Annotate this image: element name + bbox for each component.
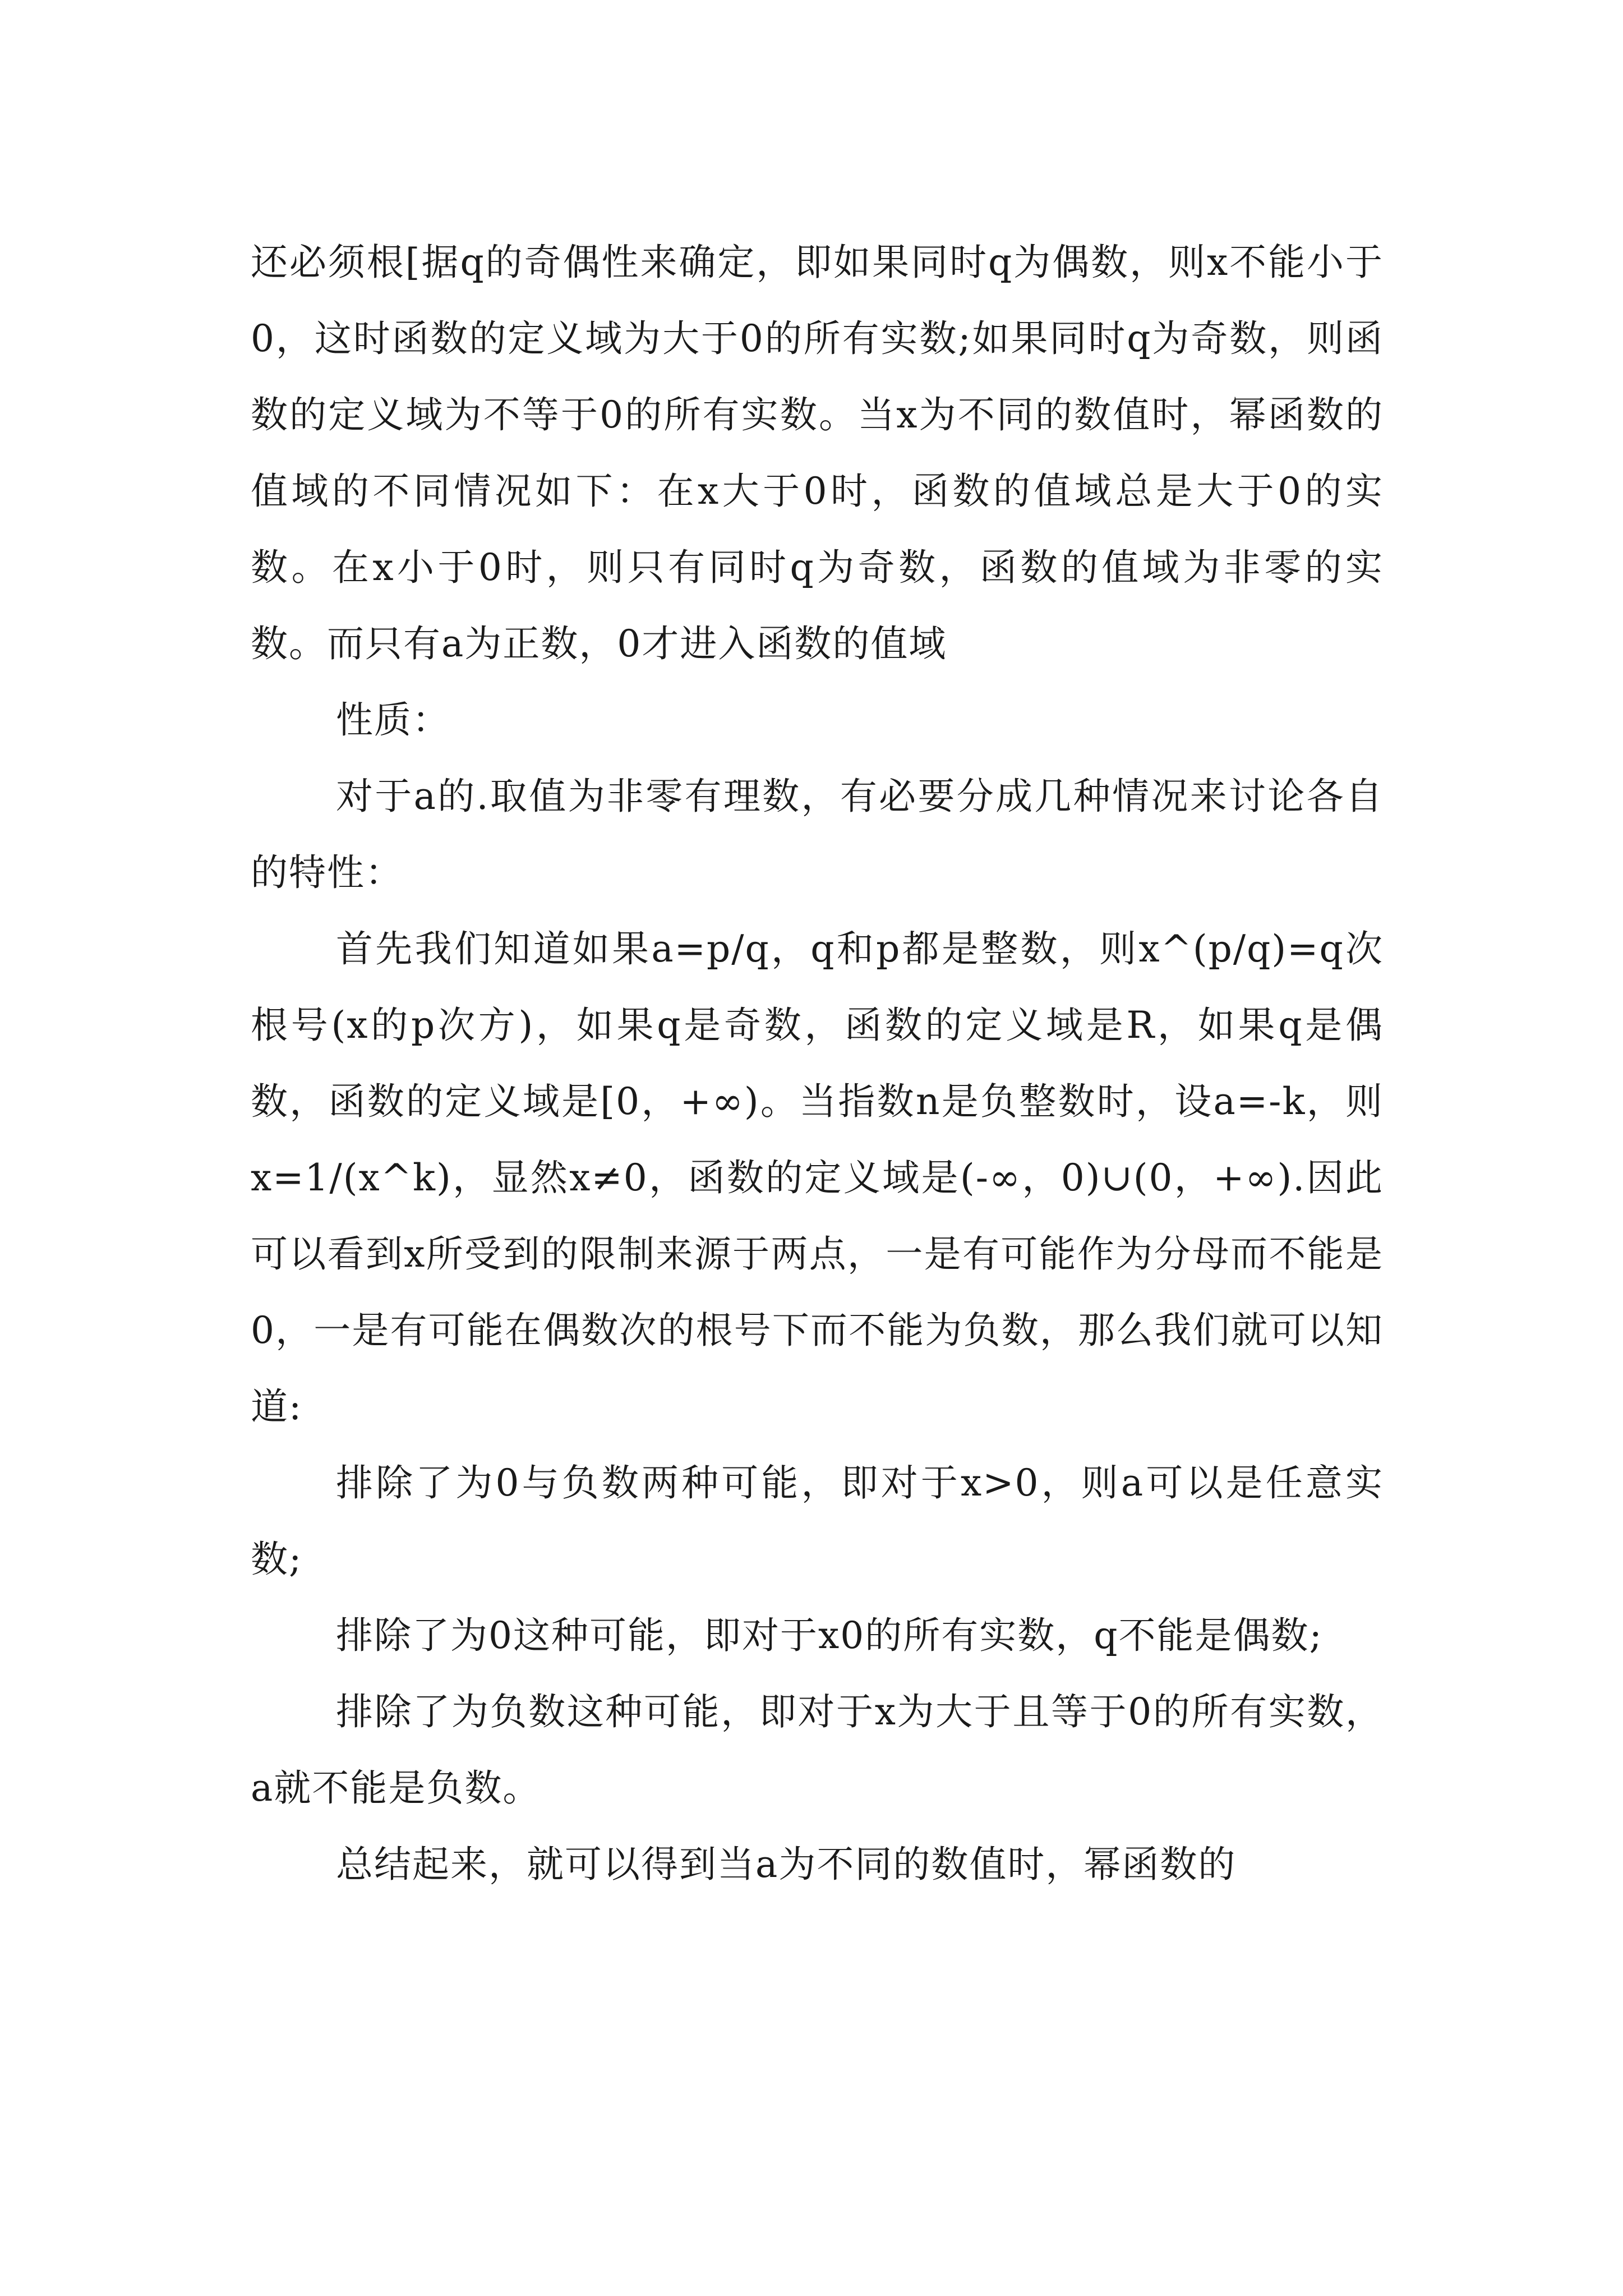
paragraph-case-nonnegative-x: 排除了为负数这种可能，即对于x为大于且等于0的所有实数，a就不能是负数。	[251, 1690, 1384, 1810]
paragraph-case-nonzero-x: 排除了为0这种可能，即对于x0的所有实数，q不能是偶数;	[336, 1614, 1323, 1657]
paragraph-cases-intro: 对于a的.取值为非零有理数，有必要分成几种情况来讨论各自的特性：	[251, 775, 1384, 894]
paragraph-case-positive-x: 排除了为0与负数两种可能，即对于x>0，则a可以是任意实数;	[251, 1461, 1384, 1581]
paragraph-properties-heading: 性质：	[336, 698, 450, 742]
document-body	[251, 224, 1384, 1903]
paragraph-summary: 总结起来，就可以得到当a为不同的数值时，幂函数的	[336, 1843, 1237, 1886]
paragraph-rational-exponent: 首先我们知道如果a=p/q，q和p都是整数，则x^(p/q)=q次根号(x的p次方)，如果q是奇数，函数的定义域是R，如果q是偶数，函数的定义域是[0，+∞)。当指数n是负整数时，设a=-k，则x=1/(x^k)，显然x≠0，函数的定义域是(-∞，0)∪(0，+∞).因此可以看到x所受到的限制来源于两点，一是有可能作为分母而不能是0，一是有可能在偶数次的根号下而不能为负数，那么我们就可以知道:	[251, 927, 1384, 1428]
paragraph-domain-range: 还必须根[据q的奇偶性来确定，即如果同时q为偶数，则x不能小于0，这时函数的定义域为大于0的所有实数;如果同时q为奇数，则函数的定义域为不等于0的所有实数。当x为不同的数值时，幂函数的值域的不同情况如下：在x大于0时，函数的值域总是大于0的实数。在x小于0时，则只有同时q为奇数，函数的值域为非零的实数。而只有a为正数，0才进入函数的值域	[251, 241, 1384, 665]
